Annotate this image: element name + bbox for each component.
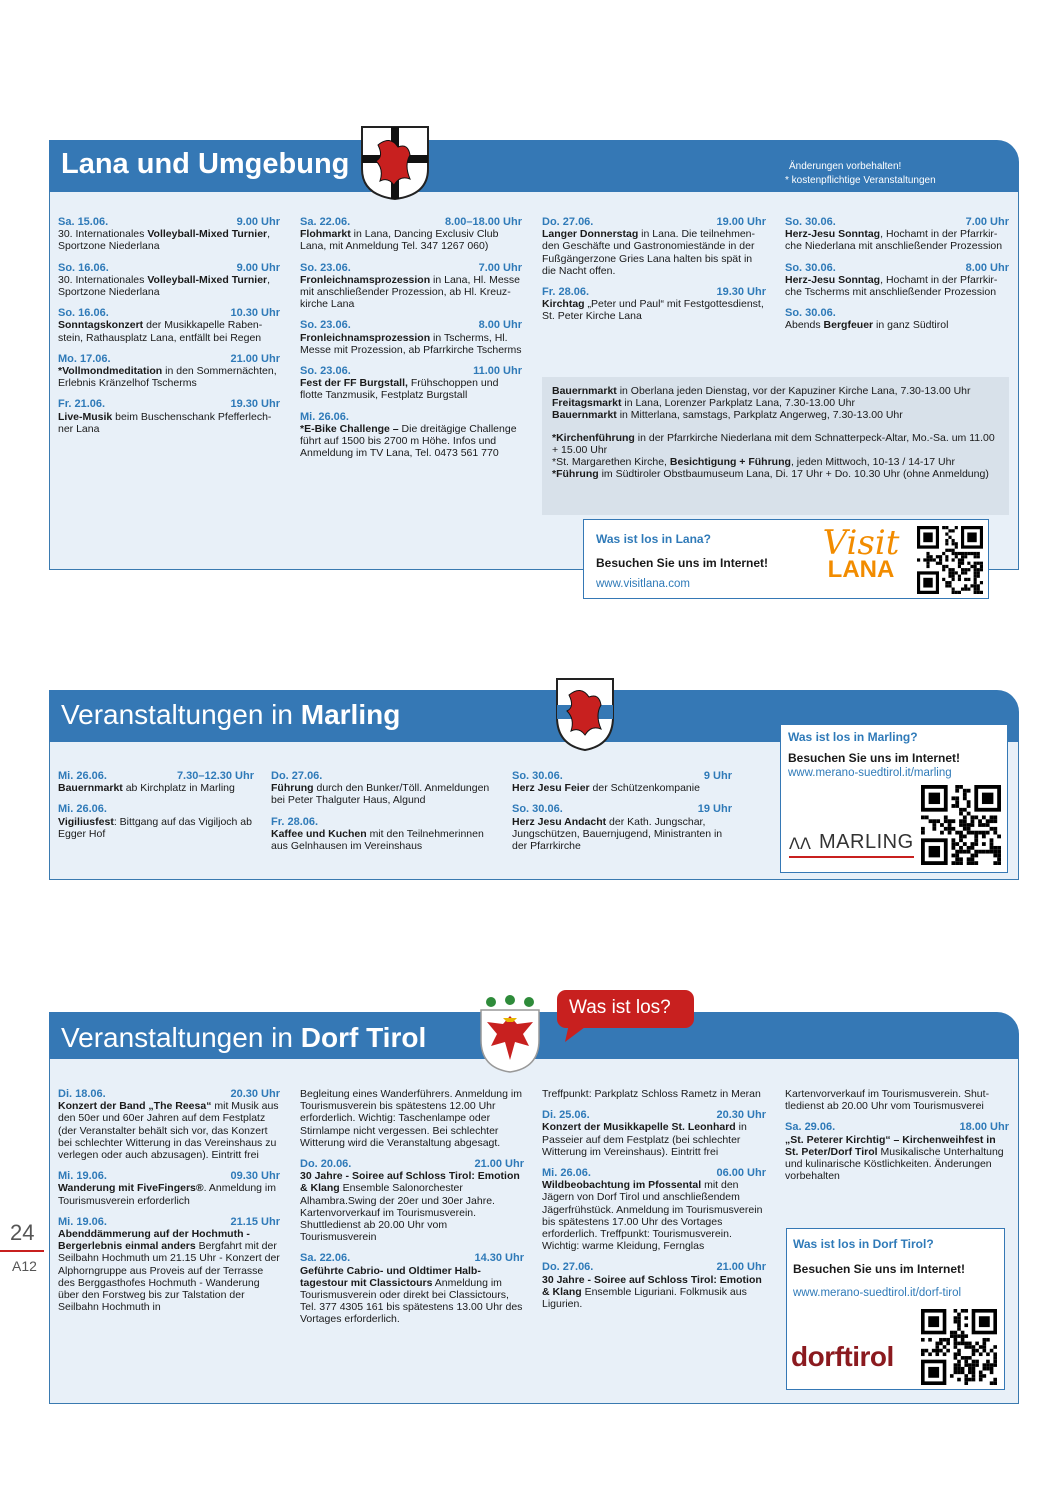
event-date-line (58, 307, 280, 319)
event-date-line (58, 1170, 280, 1182)
lana-section (49, 140, 1019, 570)
lana-title: Lana und Umgebung (61, 148, 350, 180)
event-item (542, 1261, 766, 1310)
lana-info-visit: Besuchen Sie uns im Internet! (596, 556, 769, 570)
event-date-line (542, 1109, 766, 1121)
event-time: 20.30 Uhr (230, 1088, 280, 1100)
lana-info-box (583, 519, 989, 599)
event-text: Vigiliusfest: Bittgang auf das Vigiljoch ab Egger Hof (58, 815, 252, 840)
event-date-line (542, 286, 766, 298)
info-line: *Kirchenführung in der Pfarrkirche Niederlana mit dem Schnatterpeck-Altar, Mo.-Sa. um 11.00 + 15.00 Uhr (552, 431, 995, 456)
lana-markets-block (542, 377, 1009, 515)
event-time: 21.15 Uhr (230, 1215, 280, 1228)
event-date: So. 23.06. (300, 319, 351, 332)
event-time: 18.00 Uhr (959, 1121, 1009, 1134)
event-text: Herz-Jesu Sonntag, Hochamt in der Pfarrkirche Niederlana mit anschließender Prozession (785, 228, 1003, 253)
event-date-line (58, 770, 254, 782)
event-item (300, 216, 522, 253)
event-item (58, 216, 280, 253)
event-date: Mi. 26.06. (58, 803, 107, 816)
event-date-line (542, 216, 766, 228)
lana-col-3 (542, 216, 766, 332)
marling-coat-of-arms (555, 677, 615, 752)
event-text: 30. Internationales Volleyball-Mixed Turnier, Sportzone Niederlana (58, 273, 271, 299)
event-date-line (785, 262, 1009, 274)
lana-info-question: Was ist los in Lana? (596, 532, 711, 546)
event-text: Fest der FF Burgstall, Frühschoppen und flotte Tanzmusik, Festplatz Burgstall (300, 377, 499, 402)
event-text: 30 Jahre - Soiree auf Schloss Tirol: Emotion & Klang Ensemble Salonorchester Alhambra.Swing der 20er und 30er Jahre. Kartenvorverkauf im Tourismusverein. Shuttledienst ab 20.00 Uhr vom Tourismusverein (300, 1170, 520, 1244)
event-item (271, 770, 501, 807)
lana-coat-of-arms (360, 125, 430, 201)
event-date: So. 30.06. (785, 261, 836, 274)
event-date: Sa. 22.06. (300, 1252, 351, 1265)
was-ist-los-bubble: Was ist los? (557, 990, 694, 1028)
event-text: Fronleichnamsprozession in Tscherms, Hl. Messe mit Prozession, ab Pfarrkirche Tscherms (300, 331, 522, 356)
bubble-tail (563, 1024, 593, 1044)
event-text: Kirchtag „Peter und Paul“ mit Festgottesdienst, St. Peter Kirche Lana (542, 298, 764, 323)
event-date: Di. 25.06. (542, 1109, 590, 1122)
dorftirol-logo: dorftirol (791, 1341, 894, 1372)
event-text: Geführte Cabrio- und Oldtimer Halbtagestour mit Classictours Anmeldung im Tourismusverein oder direkt bei Classictours, Tel. 377 4305 161 bis spätestens 13.00 Uhr des Vortages erforderlich. (300, 1264, 523, 1326)
event-text: Herz Jesu Feier der Schützenkompanie (512, 782, 700, 795)
event-text: Wildbeobachtung im Pfossental mit den Jägern von Dorf Tirol und anschließendem Jägerfrühstück. Anmeldung im Tourismusverein bis spätestens 17.00 Uhr des Vortages erforderlich. Treffpunkt: Tourismusverein. Wichtig: warme Kleidung, Fernglas (542, 1179, 763, 1253)
event-text: Bauernmarkt ab Kirchplatz in Marling (58, 782, 235, 795)
event-item (542, 1088, 766, 1100)
event-time: 19 Uhr (697, 803, 732, 816)
event-date-line (785, 1121, 1009, 1133)
marling-info-question: Was ist los in Marling? (788, 730, 918, 744)
event-item (58, 770, 254, 794)
event-date: So. 16.06. (58, 307, 109, 320)
event-text: Abends Bergfeuer in ganz Südtirol (785, 319, 949, 332)
event-text: Langer Donnerstag in Lana. Die teilnehmenden Geschäfte und Gastronomiestände in der Fußgängerzone Gries Lana halten bis spät in die Nacht offen. (542, 228, 756, 277)
event-item (300, 1158, 524, 1243)
event-time: 7.30–12.30 Uhr (176, 770, 254, 782)
event-item (58, 803, 254, 840)
event-item (58, 307, 280, 344)
event-item (271, 816, 501, 853)
event-time: 8.00 Uhr (478, 319, 522, 332)
info-line: Bauernmarkt in Oberlana jeden Dienstag, vor der Kapuziner Kirche Lana, 7.30-13.00 Uhr (552, 385, 971, 397)
event-date: Fr. 21.06. (58, 398, 106, 411)
event-item (58, 1088, 280, 1161)
event-time: 11.00 Uhr (473, 365, 522, 378)
event-date: Fr. 28.06. (271, 815, 319, 828)
event-text: Treffpunkt: Parkplatz Schloss Rametz in Meran (542, 1088, 761, 1100)
event-time: 7.00 Uhr (965, 216, 1009, 228)
event-time: 19.00 Uhr (716, 216, 766, 228)
event-item (542, 286, 766, 323)
lana-header (49, 140, 1019, 192)
event-time: 9 Uhr (703, 770, 732, 782)
event-text: Herz-Jesu Sonntag, Hochamt in der Pfarrkirche Tscherms mit anschließender Prozession (785, 273, 998, 299)
event-item (300, 365, 522, 402)
event-text: Live-Musik beim Buschenschank Pfefferlechner Lana (58, 410, 272, 435)
event-item (785, 307, 1009, 331)
visit-lana-logo: Visit LANA (822, 523, 900, 583)
event-date-line (300, 1252, 524, 1264)
info-line: *St. Margarethen Kirche, Besichtigung + Führung, jeden Mittwoch, 10-13 / 14-17 Uhr (552, 456, 955, 469)
event-text: *E-Bike Challenge – Die dreitägige Challenge führt auf 1500 bis 2700 m Höhe. Infos und Anmeldung im TV Lana, Tel. 0473 561 770 (300, 422, 517, 460)
event-date: Sa. 15.06. (58, 216, 109, 228)
event-text: 30. Internationales Volleyball-Mixed Turnier, Sportzone Niederlana (58, 228, 271, 253)
event-text: Führung durch den Bunker/Töll. Anmeldungen bei Peter Thalguter Haus, Algund (271, 782, 490, 807)
event-date-line (58, 398, 280, 410)
event-item (542, 216, 766, 277)
marling-info-visit: Besuchen Sie uns im Internet! (788, 751, 961, 765)
lana-col-4 (785, 216, 1009, 341)
event-time: 10.30 Uhr (230, 307, 280, 320)
event-item (300, 319, 522, 356)
event-date: Mi. 26.06. (58, 770, 107, 782)
event-item (785, 1121, 1009, 1182)
event-date: Sa. 22.06. (300, 216, 351, 228)
event-item (58, 398, 280, 435)
event-text: Sonntagskonzert der Musikkapelle Rabenstein, Rathausplatz Lana, entfällt bei Regen (58, 319, 263, 344)
lana-tours (552, 432, 999, 481)
event-time: 20.30 Uhr (716, 1109, 766, 1122)
event-time: 7.00 Uhr (478, 261, 522, 274)
tirol-info-link[interactable]: www.merano-suedtirol.it/dorf-tirol (793, 1287, 962, 1299)
tirol-col-2 (300, 1088, 524, 1335)
lana-col-1 (58, 216, 280, 444)
event-date-line (785, 307, 1009, 319)
lana-info-link[interactable]: www.visitlana.com (596, 578, 690, 590)
tirol-info-box (786, 1228, 1005, 1390)
marling-info-link[interactable]: www.merano-suedtirol.it/marling (788, 767, 952, 779)
event-time: 19.30 Uhr (230, 398, 280, 411)
tirol-col-4 (785, 1088, 1009, 1191)
event-date: Do. 27.06. (542, 1261, 594, 1274)
marling-logo: ᐱᐱ MARLING (789, 828, 914, 858)
marling-title: Veranstaltungen in Marling (61, 699, 401, 730)
tirol-info-question: Was ist los in Dorf Tirol? (793, 1237, 934, 1251)
event-time: 21.00 Uhr (474, 1158, 524, 1171)
marling-col-1 (58, 770, 254, 849)
event-item (58, 353, 280, 390)
marling-qr-code (921, 785, 1001, 865)
event-item (300, 411, 522, 460)
event-date-line (58, 216, 280, 228)
event-date: So. 16.06. (58, 261, 109, 274)
marling-info-box (780, 724, 1008, 873)
marling-col-2 (271, 770, 501, 861)
tirol-col-3 (542, 1088, 766, 1319)
tirol-col-1 (58, 1088, 280, 1322)
event-date-line (58, 262, 280, 274)
event-item (785, 1088, 1009, 1112)
event-date: Do. 27.06. (542, 216, 594, 228)
event-date-line (271, 816, 501, 828)
page-code: A12 (12, 1258, 37, 1274)
event-date: So. 30.06. (785, 216, 836, 228)
event-date-line (300, 411, 522, 423)
event-date: Do. 20.06. (300, 1158, 352, 1171)
info-line: Bauernmarkt in Mitterlana, samstags, Parkplatz Angerweg, 7.30-13.00 Uhr (552, 409, 903, 422)
event-date: Mi. 19.06. (58, 1215, 107, 1228)
event-time: 14.30 Uhr (474, 1252, 524, 1265)
event-time: 8.00 Uhr (965, 261, 1009, 274)
event-date: So. 30.06. (785, 307, 836, 320)
event-date-line (785, 216, 1009, 228)
event-item (542, 1109, 766, 1158)
marling-col-3 (512, 770, 732, 861)
event-date-line (300, 262, 522, 274)
event-date: Fr. 28.06. (542, 286, 590, 299)
event-item (542, 1167, 766, 1252)
event-date-line (300, 319, 522, 331)
page-number-rule (0, 1250, 44, 1252)
event-date: Mi. 26.06. (542, 1167, 591, 1180)
event-text: Kaffee und Kuchen mit den Teilnehmerinnen aus Gelnhausen im Vereinshaus (271, 827, 484, 853)
event-date: So. 30.06. (512, 803, 563, 816)
event-date: Mi. 26.06. (300, 410, 349, 423)
info-line: *Führung im Südtiroler Obstbaumuseum Lana, Di. 17 Uhr + Do. 10.30 Uhr (ohne Anmeldung) (552, 468, 989, 481)
tirol-coat-of-arms (477, 994, 543, 1074)
event-date: Mi. 19.06. (58, 1170, 107, 1183)
lana-note-paid: * kostenpflichtige Veranstaltungen (785, 175, 936, 186)
event-item (58, 1170, 280, 1207)
event-text: Konzert der Band „The Reesa“ mit Musik aus den 50er und 60er Jahren auf dem Festplatz (der Veranstalter behält sich vor, das Konzert bei schlechter Witterung in das Vereinshaus zu verlegen oder auch abzusagen). Eintritt frei (58, 1100, 279, 1162)
page-number: 24 (10, 1220, 35, 1245)
event-text: Kartenvorverkauf im Tourismusverein. Shuttledienst ab 20.00 Uhr vom Tourismusverei (785, 1088, 990, 1113)
tirol-qr-code (921, 1309, 997, 1385)
event-text: Konzert der Musikkapelle St. Leonhard in Passeier auf dem Festplatz (bei schlechter Witterung im Vereinshaus). Eintritt frei (542, 1121, 747, 1158)
event-date: Sa. 29.06. (785, 1121, 836, 1134)
event-time: 06.00 Uhr (716, 1167, 766, 1180)
event-date-line (512, 770, 732, 782)
event-item (785, 262, 1009, 299)
event-date-line (58, 1216, 280, 1228)
tirol-info-visit: Besuchen Sie uns im Internet! (793, 1262, 966, 1276)
event-text: Flohmarkt in Lana, Dancing Exclusiv Club Lana, mit Anmeldung Tel. 347 1267 060) (300, 228, 499, 253)
event-item (58, 262, 280, 299)
event-item (300, 1088, 524, 1149)
event-time: 21.00 Uhr (716, 1261, 766, 1274)
event-time: 8.00–18.00 Uhr (444, 216, 522, 228)
event-text: Wanderung mit FiveFingers®. Anmeldung im Tourismusverein erforderlich (58, 1182, 276, 1207)
event-date-line (300, 1158, 524, 1170)
event-date: So. 30.06. (512, 770, 563, 782)
event-date-line (300, 365, 522, 377)
event-item (300, 1252, 524, 1325)
event-time: 09.30 Uhr (230, 1170, 280, 1183)
event-date-line (271, 770, 501, 782)
info-line: Freitagsmarkt in Lana, Lorenzer Parkplatz Lana, 7.30-13.00 Uhr (552, 397, 855, 410)
event-date: Do. 27.06. (271, 770, 323, 782)
event-date-line (58, 1088, 280, 1100)
event-date-line (512, 803, 732, 815)
event-date: So. 23.06. (300, 365, 351, 378)
event-time: 21.00 Uhr (230, 352, 280, 365)
event-text: Begleitung eines Wanderführers. Anmeldung im Tourismusverein bis spätestens 12.00 Uhr erforderlich. Wichtig: Taschenlampe oder Stirnlampe nicht vergessen. Bei schlechter Witterung wird die Veranstaltung abgesagt. (300, 1088, 522, 1149)
event-date: So. 23.06. (300, 261, 351, 274)
event-text: *Vollmondmeditation in den Sommernächten, Erlebnis Kränzelhof Tscherms (58, 365, 277, 390)
event-date-line (542, 1261, 766, 1273)
event-text: 30 Jahre - Soiree auf Schloss Tirol: Emotion & Klang Ensemble Liguriani. Folkmusik aus Ligurien. (542, 1273, 762, 1311)
event-text: „St. Peterer Kirchtig“ – Kirchenweihfest in St. Peter/Dorf Tirol Musikalische Unterhaltung und kulinarische Köstlichkeiten. Änderungen vorbehalten (785, 1133, 1004, 1183)
lana-note-changes: Änderungen vorbehalten! (789, 161, 902, 172)
event-item (58, 1216, 280, 1314)
event-text: Abenddämmerung auf der Hochmuth - Bergerlebnis einmal anders Bergfahrt mit der Seilbahn Hochmuth um 21.15 Uhr - Konzert der Alphorngruppe aus Proveis auf der Terrasse des Berggasthofes Hochmuth - Wanderung über den Forstweg bis zur Talstation der Seilbahn Hochmuth in (58, 1228, 280, 1314)
event-date-line (58, 803, 254, 815)
lana-markets (552, 385, 999, 422)
event-date: Di. 18.06. (58, 1088, 106, 1100)
event-date-line (542, 1167, 766, 1179)
event-time: 9.00 Uhr (236, 216, 280, 228)
event-date: Mo. 17.06. (58, 352, 111, 365)
tirol-title: Veranstaltungen in Dorf Tirol (61, 1022, 427, 1053)
event-item (300, 262, 522, 311)
lana-col-2 (300, 216, 522, 468)
event-time: 9.00 Uhr (236, 261, 280, 274)
event-item (512, 803, 732, 852)
lana-qr-code (917, 526, 983, 594)
event-time: 19.30 Uhr (716, 286, 766, 299)
event-date-line (58, 353, 280, 365)
event-item (512, 770, 732, 794)
event-text: Fronleichnamsprozession in Lana, Hl. Messe mit anschließender Prozession, ab Hl. Kreuzkirche Lana (300, 273, 521, 311)
event-item (785, 216, 1009, 253)
event-text: Herz Jesu Andacht der Kath. Jungschar, Jungschützen, Bauernjugend, Ministranten in der Pfarrkirche (512, 815, 723, 853)
event-date-line (300, 216, 522, 228)
